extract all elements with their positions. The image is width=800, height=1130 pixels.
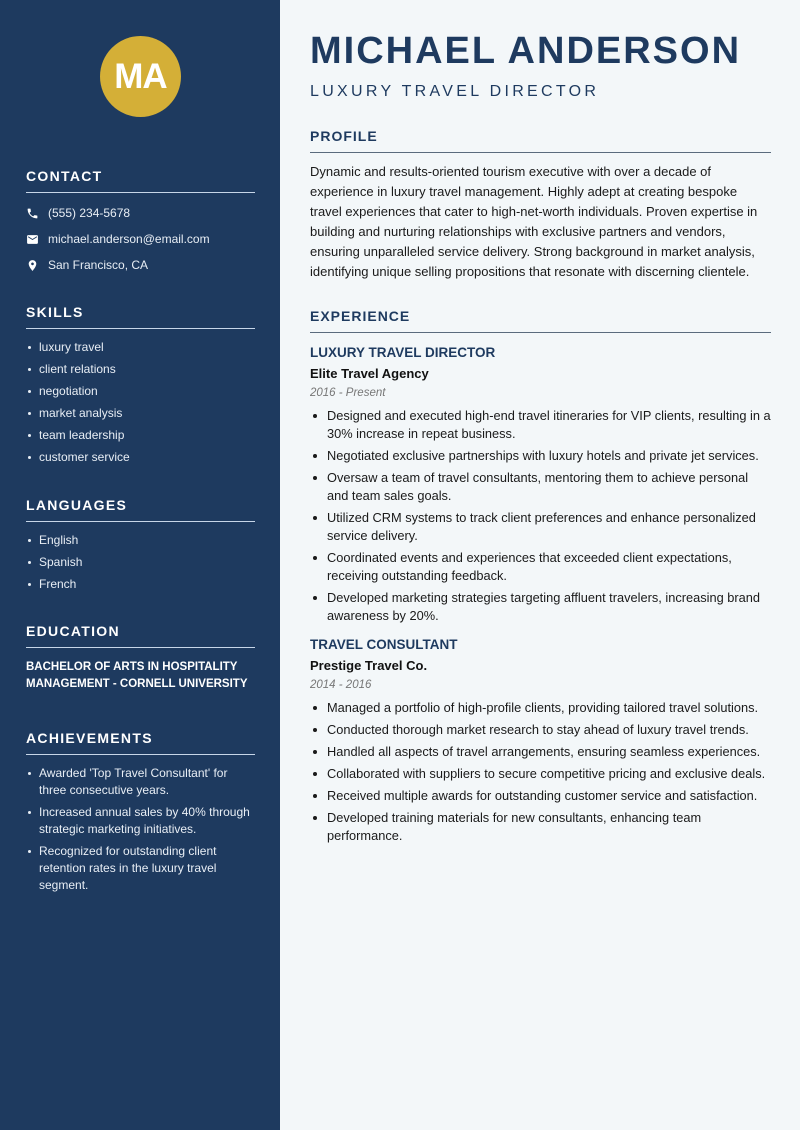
skill-item: team leadership [26,427,255,444]
job-bullet: Developed marketing strategies targeting affluent travelers, increasing brand awareness by 20%. [310,589,771,625]
job-bullet: Coordinated events and experiences that exceeded client expectations, receiving outstanding feedback. [310,549,771,585]
skill-item: customer service [26,449,255,466]
education-degree [26,659,255,693]
job-bullet: Utilized CRM systems to track client preferences and enhance personalized service delivery. [310,509,771,545]
language-item: French [26,576,255,593]
languages-heading: LANGUAGES [26,497,255,522]
achievement-item: Increased annual sales by 40% through strategic marketing initiatives. [26,804,255,838]
achievements-section [26,730,255,899]
experience-section [310,308,771,849]
avatar-initials: MA [114,56,167,96]
job-company: Elite Travel Agency [310,366,429,381]
job-bullet: Managed a portfolio of high-profile clients, providing tailored travel solutions. [310,699,771,717]
job-bullet: Received multiple awards for outstanding customer service and satisfaction. [310,787,771,805]
job-title: TRAVEL CONSULTANT [310,637,458,652]
job-bullets [310,407,771,625]
candidate-title: LUXURY TRAVEL DIRECTOR [310,83,600,100]
job-entry [310,345,771,625]
education-section [26,623,255,693]
contact-heading: CONTACT [26,168,255,193]
skills-section [26,304,255,471]
location-value: San Francisco, CA [48,258,149,272]
sidebar [0,0,280,1130]
email-value[interactable]: michael.anderson@email.com [48,232,210,246]
education-heading: EDUCATION [26,623,255,648]
skills-heading: SKILLS [26,304,255,329]
job-title: LUXURY TRAVEL DIRECTOR [310,345,496,360]
contact-phone [26,204,255,222]
skill-item: luxury travel [26,339,255,356]
profile-text: Dynamic and results-oriented tourism executive with over a decade of experience in luxury travel management. Highly adept at creating bespoke travel experiences that cater to high-net-worth individuals. Proven expertise in building and nurturing relationships with exclusive partners and vendors, ensuring unparalleled service delivery. Strong background in market analysis, identifying unique selling propositions that resonate with discerning clientele. [310,164,758,279]
achievement-item: Awarded 'Top Travel Consultant' for three consecutive years. [26,765,255,799]
language-item: English [26,532,255,549]
contact-location [26,256,255,274]
achievements-heading: ACHIEVEMENTS [26,730,255,755]
contact-section [26,168,255,274]
job-bullet: Handled all aspects of travel arrangements, ensuring seamless experiences. [310,743,771,761]
languages-section [26,497,255,598]
phone-icon [26,207,39,220]
job-dates: 2016 - Present [310,387,386,399]
profile-heading: PROFILE [310,128,771,153]
job-bullet: Collaborated with suppliers to secure competitive pricing and exclusive deals. [310,765,771,783]
job-bullet: Negotiated exclusive partnerships with luxury hotels and private jet services. [310,447,771,465]
location-pin-icon [26,259,39,272]
job-bullet: Conducted thorough market research to stay ahead of luxury travel trends. [310,721,771,739]
job-entry [310,637,771,845]
language-item: Spanish [26,554,255,571]
skill-item: market analysis [26,405,255,422]
job-bullet: Developed training materials for new consultants, enhancing team performance. [310,809,771,845]
achievements-list [26,765,255,894]
profile-section [310,128,771,282]
skill-item: client relations [26,361,255,378]
languages-list [26,532,255,593]
job-bullet: Designed and executed high-end travel itineraries for VIP clients, resulting in a 30% increase in repeat business. [310,407,771,443]
skills-list [26,339,255,466]
job-company: Prestige Travel Co. [310,658,428,673]
education-line-2: MANAGEMENT - CORNELL UNIVERSITY [26,678,248,690]
job-bullet: Oversaw a team of travel consultants, mentoring them to achieve personal and team sales goals. [310,469,771,505]
avatar [100,36,181,117]
skill-item: negotiation [26,383,255,400]
contact-email [26,230,255,248]
phone-value[interactable]: (555) 234-5678 [48,206,131,220]
achievement-item: Recognized for outstanding client retention rates in the luxury travel segment. [26,843,255,894]
education-line-1: BACHELOR OF ARTS IN HOSPITALITY [26,661,238,673]
experience-heading: EXPERIENCE [310,308,771,333]
job-bullets [310,699,771,845]
job-dates: 2014 - 2016 [310,679,372,691]
candidate-name: MICHAEL ANDERSON [310,30,742,72]
mail-icon [26,233,39,246]
